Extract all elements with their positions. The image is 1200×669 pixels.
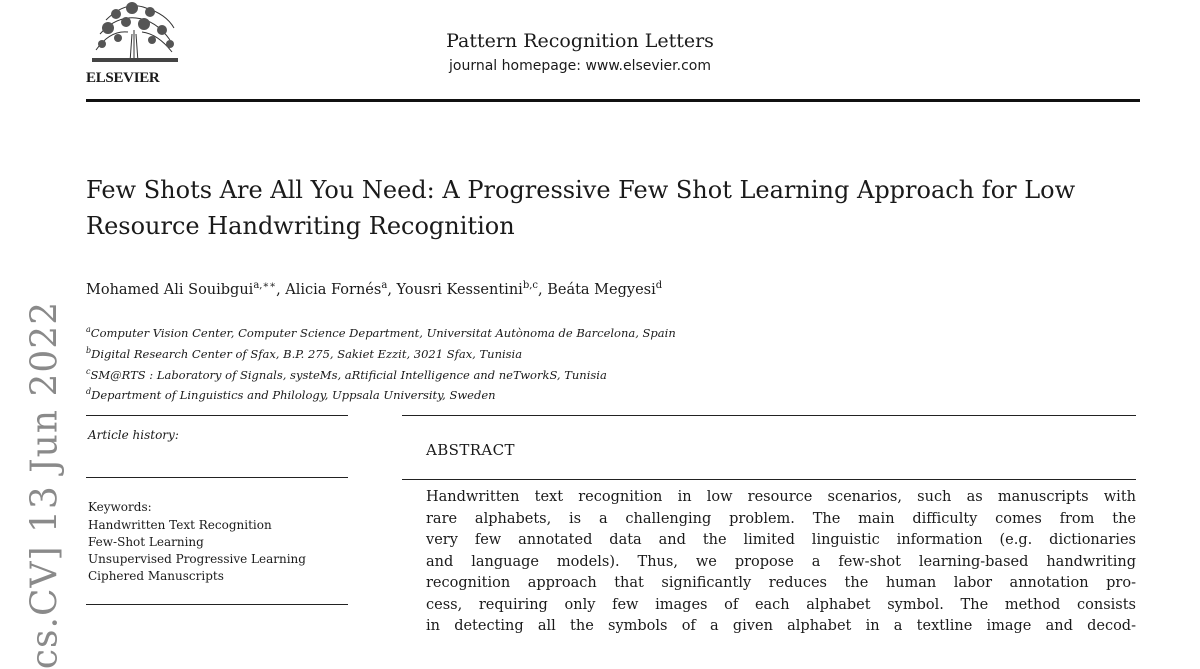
- article-info-rule: [86, 415, 348, 416]
- keyword-item: Ciphered Manuscripts: [88, 569, 224, 583]
- abstract-heading: ABSTRACT: [426, 441, 515, 459]
- author-name: Mohamed Ali Souibgui: [86, 281, 254, 298]
- keywords-bottom-rule: [86, 604, 348, 605]
- abstract-line: cess, requiring only few images of each alphabet symbol. The method consists: [426, 596, 1136, 613]
- abstract-line: very few annotated data and the limited linguistic information (e.g. dictionaries: [426, 532, 1136, 548]
- journal-homepage[interactable]: journal homepage: www.elsevier.com: [449, 58, 711, 74]
- abstract-top-rule: [402, 415, 1136, 416]
- author-affil-mark: a: [381, 280, 388, 291]
- abstract-line: rare alphabets, is a challenging problem. The main difficulty comes from the: [426, 510, 1136, 527]
- abstract-line: Handwritten text recognition in low resource scenarios, such as manuscripts with: [426, 489, 1136, 505]
- keywords-top-rule: [86, 477, 348, 478]
- author-affil-mark: b,c: [522, 280, 538, 291]
- affiliation-item: $^b$Digital Research Center of Sfax, B.P. 275, Sakiet Ezzit, 3021 Sfax, Tunisia: [86, 345, 523, 361]
- abstract-heading-rule: [402, 479, 1136, 480]
- journal-title[interactable]: Pattern Recognition Letters: [446, 30, 714, 52]
- keyword-item: Few-Shot Learning: [88, 535, 204, 549]
- abstract-line: in detecting all the symbols of a given alphabet in a textline image and decod-: [426, 618, 1136, 634]
- author-list: Mohamed Ali Souibgui$^{a,∗∗}$, Alicia Fornés$^a$, Yousri Kessentini$^{b,c}$, Beáta Megyesi$^d$: [86, 280, 663, 298]
- affiliation-item: $^d$Department of Linguistics and Philology, Uppsala University, Sweden: [86, 387, 496, 403]
- publisher-name: ELSEVIER: [86, 70, 160, 86]
- author-affil-mark: d: [655, 280, 663, 291]
- keyword-item: Handwritten Text Recognition: [88, 518, 272, 532]
- author-name: Yousri Kessentini: [396, 281, 523, 298]
- abstract-body: [426, 487, 1136, 638]
- keywords-list: [88, 517, 306, 585]
- article-history-label: Article history:: [88, 428, 179, 442]
- affiliation-item: $^a$Computer Vision Center, Computer Science Department, Universitat Autònoma de Barcelona, Spain: [86, 325, 676, 340]
- arxiv-stamp: cs.CV] 13 Jun 2022: [24, 300, 66, 669]
- keyword-item: Unsupervised Progressive Learning: [88, 552, 306, 566]
- keywords-label: Keywords:: [88, 500, 152, 514]
- author-name: Alicia Fornés: [285, 281, 382, 298]
- header-rule: [86, 99, 1140, 102]
- author-affil-mark: a,∗∗: [253, 280, 277, 291]
- author-name: Beáta Megyesi: [547, 281, 656, 298]
- abstract-line: and language models). Thus, we propose a few-shot learning-based handwriting: [426, 553, 1136, 570]
- affiliation-item: $^c$SM@RTS : Laboratory of Signals, systeMs, aRtificial Intelligence and neTworkS, Tunisia: [86, 366, 607, 382]
- paper-title: Few Shots Are All You Need: A Progressive Few Shot Learning Approach for Low Resource Handwriting Recognition: [86, 176, 1076, 240]
- abstract-line: recognition approach that significantly reduces the human labor annotation pro-: [426, 575, 1136, 591]
- affiliation-list: [86, 321, 676, 404]
